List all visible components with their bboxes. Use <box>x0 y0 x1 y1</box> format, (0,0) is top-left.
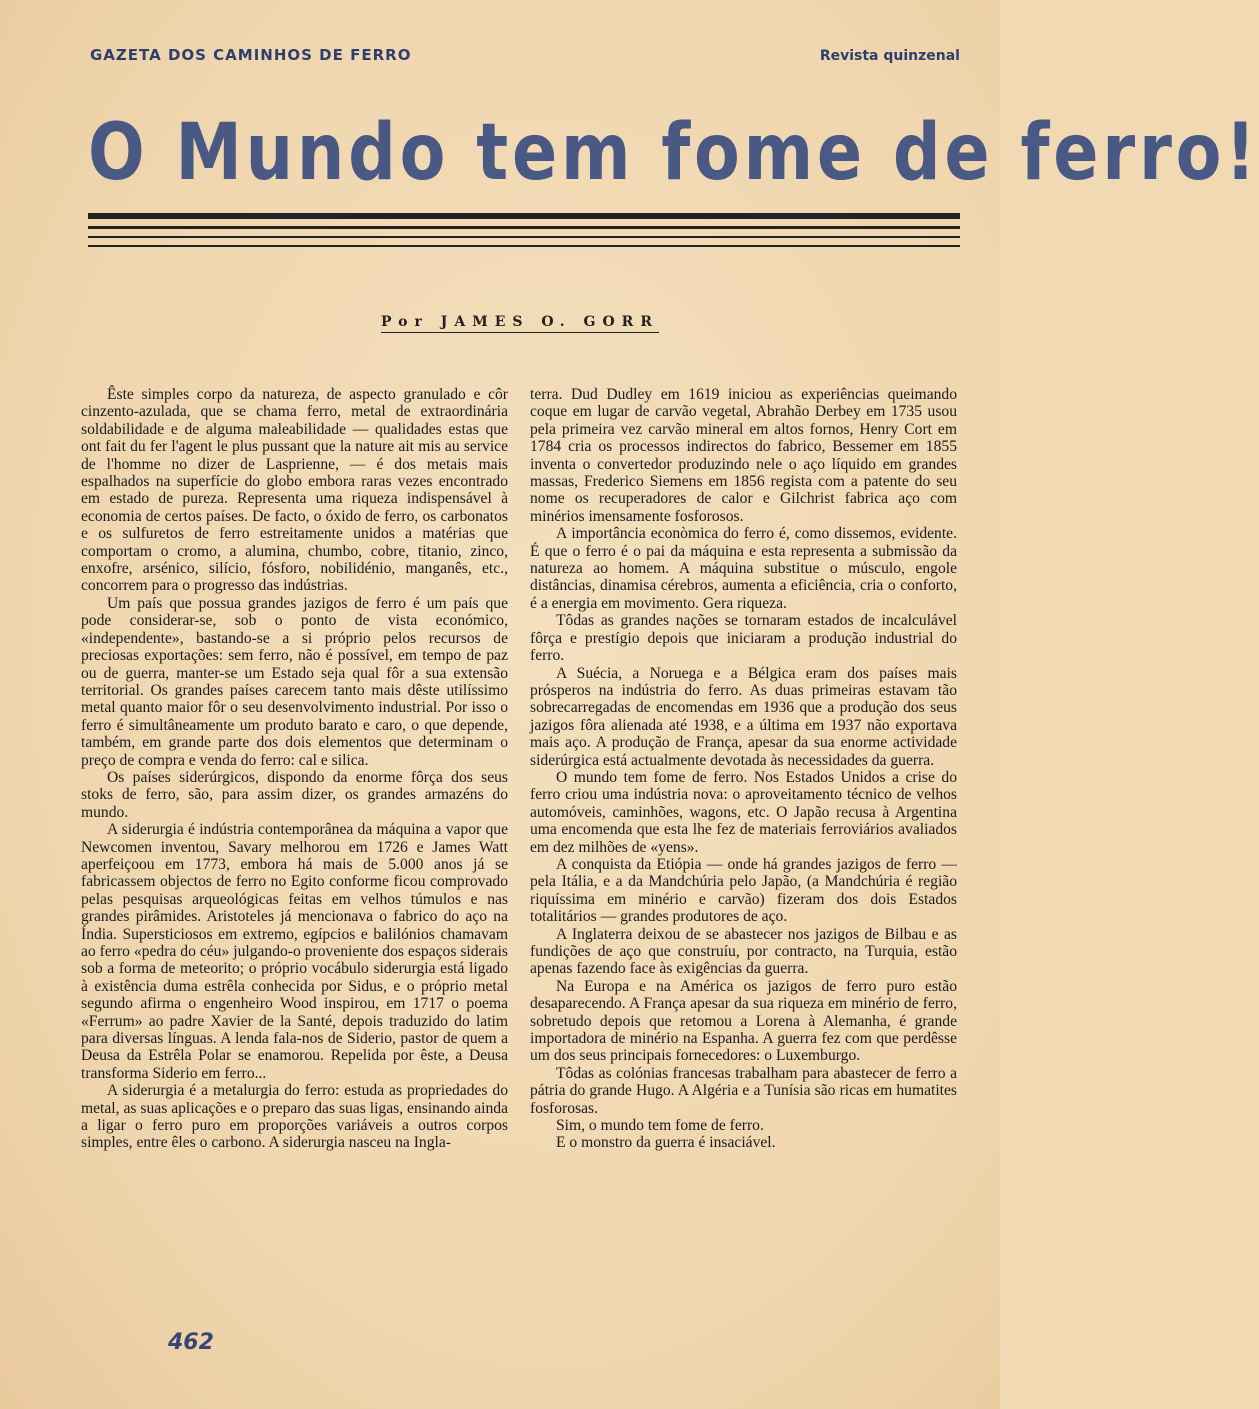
title-rule <box>88 236 960 238</box>
byline <box>0 314 1000 333</box>
periodicity-label: Revista quinzenal <box>819 48 960 64</box>
byline-text: Por JAMES O. GORR <box>381 314 659 333</box>
paragraph: A siderurgia é a metalurgia do ferro: estuda as propriedades do metal, as suas aplicações e o preparo das suas ligas, ensinando ainda a ligar o ferro puro em proporções variáveis a outros corpos simples, entre êles o carbono. A siderurgia nasceu na Ingla- <box>81 1082 508 1152</box>
paragraph: Os países siderúrgicos, dispondo da enorme fôrça dos seus stoks de ferro, são, para assim dizer, os grandes armazéns do mundo. <box>81 768 508 821</box>
left-column <box>81 386 508 1152</box>
paragraph: A importância econòmica do ferro é, como dissemos, evidente. É que o ferro é o pai da máquina e esta representa a submissão da natureza ao homem. A máquina substitue o músculo, engole distâncias, dinamisa cérebros, aumenta a eficiência, cria o conforto, é a energia em movimento. Gera riqueza. <box>530 525 957 612</box>
journal-name: GAZETA DOS CAMINHOS DE FERRO <box>90 46 412 64</box>
paragraph: O mundo tem fome de ferro. Nos Estados Unidos a crise do ferro criou uma indústria nova: o aproveitamento técnico de velhos automóveis, caminhões, wagons, etc. O Japão recusa à Argentina uma encomenda que esta lhe fez de materiais ferroviários avaliados em dez milhões de «yens». <box>530 768 957 856</box>
title-rule <box>88 245 960 247</box>
title-rule <box>88 226 960 229</box>
paragraph: A Suécia, a Noruega e a Bélgica eram dos países mais prósperos na indústria do ferro. As duas primeiras estavam tão sobrecarregadas de encomendas em 1936 que a produção dos seus jazigos fôra alienada até 1938, e a última em 1937 não exportava mais aço. A produção de França, apesar da sua enorme actividade siderúrgica está actualmente devotada às necessidades da guerra. <box>530 664 957 769</box>
paragraph: Tôdas as grandes nações se tornaram estados de incalculável fôrça e prestígio depois que iniciaram a produção industrial do ferro. <box>530 612 957 665</box>
paragraph: Sim, o mundo tem fome de ferro. <box>556 1117 764 1135</box>
paragraph: E o monstro da guerra é insaciável. <box>556 1134 776 1152</box>
page-number: 462 <box>168 1330 214 1355</box>
article-title: O Mundo tem fome de ferro! <box>88 108 1259 198</box>
title-rule <box>88 213 960 219</box>
paragraph: Um país que possua grandes jazigos de ferro é um país que pode considerar-se, sob o ponto de vista económico, «independente», bastando-se a si próprio pelos recursos de preciosas exportações: sem ferro, não é possível, em tempo de paz ou de guerra, manter-se um Estado seja qual fôr a sua extensão territorial. Os grandes países carecem tanto mais dêste utilíssimo metal quanto maior fôr o seu desenvolvimento industrial. Por isso o ferro é simultâneamente um produto barato e caro, o que depende, também, em grande parte dos dois elementos que determinam o preço de compra e venda do ferro: cal e silica. <box>81 594 508 769</box>
paragraph: Na Europa e na América os jazigos de ferro puro estão desaparecendo. A França apesar da sua riqueza em minério de ferro, sobretudo depois que retomou a Lorena à Alemanha, é grande importadora de minério na Espanha. A guerra fez com que perdêsse um dos seus principais fornecedores: o Luxemburgo. <box>530 977 957 1065</box>
paragraph: A conquista da Etiópia — onde há grandes jazigos de ferro — pela Itália, e a da Mandchúria pelo Japão, (a Mandchúria é região riquíssima em minério e carvão) fizeram dos dois Estados totalitários — grandes produtores de aço. <box>530 855 957 926</box>
paragraph: A Inglaterra deixou de se abastecer nos jazigos de Bilbau e as fundições de aço que construíu, por contracto, na Turquia, estão apenas fazendo face às exigências da guerra. <box>530 925 957 978</box>
paragraph: terra. Dud Dudley em 1619 iniciou as experiências queimando coque em lugar de carvão vegetal, Abrahão Derbey em 1735 usou pela primeira vez carvão mineral em altos fornos, Henry Cort em 1784 cria os processos indirectos do fabrico, Bessemer em 1855 inventa o convertedor produzindo nele o aço líquido em grandes massas, Frederico Siemens em 1856 regista com a patente do seu nome os recuperadores de calor e Gilchrist fabrica aço com minérios imensamente fosforosos. <box>530 386 957 525</box>
paragraph: Êste simples corpo da natureza, de aspecto granulado e côr cinzento-azulada, que se chama ferro, metal de extraordinária soldabilidade e de alguma maleabilidade — qualidades estas que ont fait du fer l'agent le plus pussant que la nature ait mis au service de l'homme no dizer de Lasprienne, — é dos metais mais espalhados na superfície do globo embora raras vezes encontrado em estado de pureza. Representa uma riqueza indispensável à economia de certos países. De facto, o óxido de ferro, os carbonatos e os sulfuretos de ferro estreitamente unidos a matérias que comportam o cromo, a alumina, chumbo, cobre, titanio, zinco, enxofre, arsénico, silício, fósforo, nobilidénio, manganês, etc., concorrem para o progresso das indústrias. <box>81 386 508 595</box>
paragraph: Tôdas as colónias francesas trabalham para abastecer de ferro a pátria do grande Hugo. A Algéria e a Tunísia são ricas em humatites fosforosas. <box>530 1064 957 1117</box>
right-column <box>530 386 957 1152</box>
paragraph: A siderurgia é indústria contemporânea da máquina a vapor que Newcomen inventou, Savary melhorou em 1726 e James Watt aperfeiçoou em 1773, embora há mais de 5.000 anos já se fabricassem objectos de ferro no Egito conforme ficou comprovado pelas pesquisas arqueológicas feitas em velhos túmulos e nas grandes pirâmides. Aristoteles já mencionava o fabrico do aço na Índia. Supersticiosos em extremo, egípcios e balilónios chamavam ao ferro «pedra do céu» julgando-o proveniente dos espaços siderais sob a forma de meteorito; o próprio vocábulo siderurgia está ligado à existência duma estrêla conhecida por Sidus, e o próprio metal segundo afirma o engenheiro Wood inspirou, em 1717 o poema «Ferrum» ao padre Xavier de la Santé, depois traduzido do latim para diversas línguas. A lenda fala-nos de Siderio, pastor de quem a Deusa da Estrêla Polar se enamorou. Repelida por êste, a Deusa transforma Siderio em ferro... <box>81 821 508 1082</box>
